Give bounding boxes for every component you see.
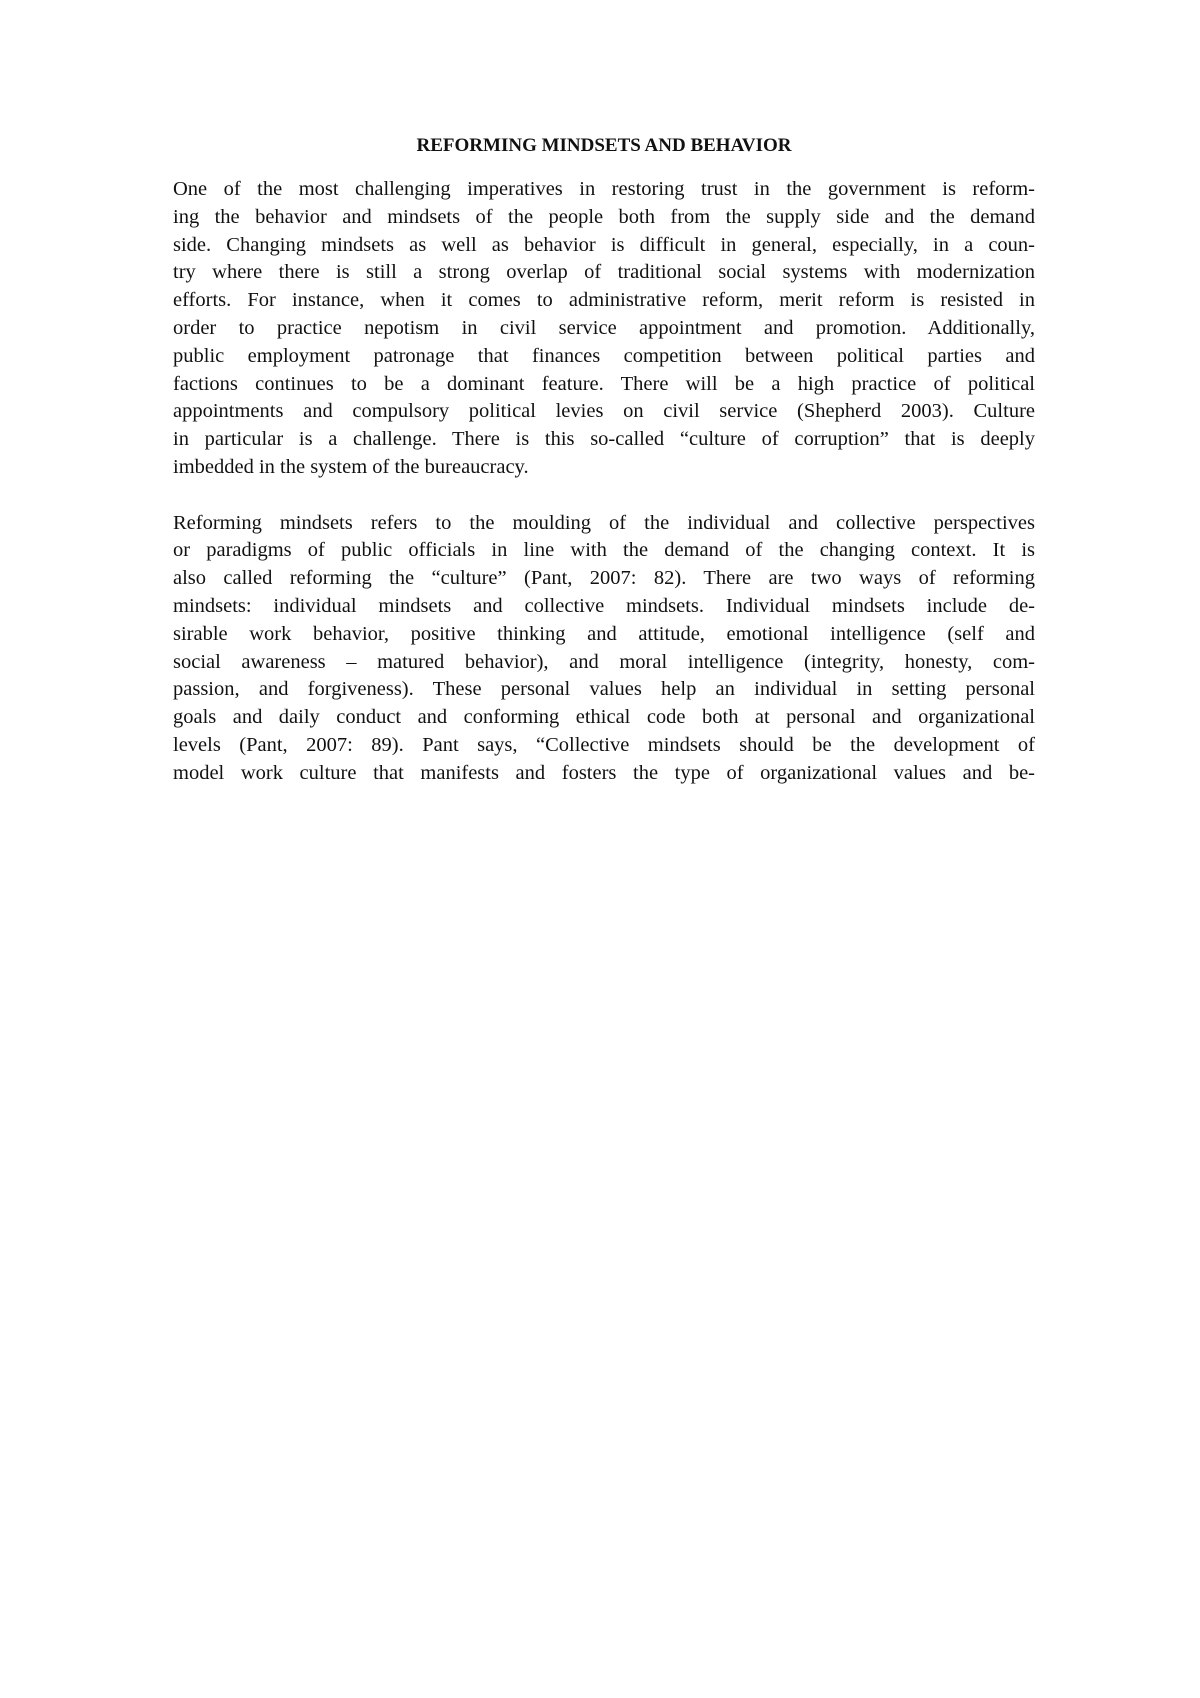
- paragraph-line: factions continues to be a dominant feature. There will be a high practice of political: [173, 372, 1035, 395]
- document-body: [173, 132, 1035, 788]
- paragraph-line: model work culture that manifests and fosters the type of organizational values and be-: [173, 761, 1035, 784]
- paragraph-line: imbedded in the system of the bureaucracy.: [173, 455, 529, 478]
- paragraph-line: social awareness – matured behavior), and moral intelligence (integrity, honesty, com-: [173, 650, 1035, 673]
- paragraph-line: or paradigms of public officials in line with the demand of the changing context. It is: [173, 539, 1035, 562]
- paragraph-line: Reforming mindsets refers to the moulding of the individual and collective perspectives: [173, 511, 1035, 534]
- paragraph-line: One of the most challenging imperatives in restoring trust in the government is reform-: [173, 178, 1035, 200]
- document-title: REFORMING MINDSETS AND BEHAVIOR: [416, 135, 792, 156]
- paragraph-line: mindsets: individual mindsets and collective mindsets. Individual mindsets include de-: [173, 594, 1035, 617]
- paragraph-line: side. Changing mindsets as well as behavior is difficult in general, especially, in a coun-: [173, 233, 1035, 256]
- paragraph-spacer: [173, 482, 1035, 510]
- paragraph-line: public employment patronage that finances competition between political parties and: [173, 344, 1035, 367]
- paragraph-2: [173, 510, 1035, 788]
- paragraph-line: appointments and compulsory political levies on civil service (Shepherd 2003). Culture: [173, 400, 1035, 423]
- paragraph-line: levels (Pant, 2007: 89). Pant says, “Collective mindsets should be the development of: [173, 733, 1035, 756]
- paragraph-line: in particular is a challenge. There is this so-called “culture of corruption” that is deeply: [173, 428, 1035, 451]
- paragraph-line: order to practice nepotism in civil service appointment and promotion. Additionally,: [173, 316, 1035, 339]
- paragraph-line: goals and daily conduct and conforming ethical code both at personal and organizational: [173, 706, 1035, 729]
- paragraph-1: [173, 176, 1035, 482]
- paragraph-line: efforts. For instance, when it comes to administrative reform, merit reform is resisted in: [173, 289, 1035, 312]
- paragraph-line: try where there is still a strong overlap of traditional social systems with modernization: [173, 261, 1035, 284]
- paragraph-line: passion, and forgiveness). These personal values help an individual in setting personal: [173, 678, 1035, 701]
- paragraph-line: sirable work behavior, positive thinking and attitude, emotional intelligence (self and: [173, 622, 1035, 645]
- paragraph-line: also called reforming the “culture” (Pant, 2007: 82). There are two ways of reforming: [173, 567, 1035, 590]
- paragraph-line: ing the behavior and mindsets of the people both from the supply side and the demand: [173, 205, 1035, 228]
